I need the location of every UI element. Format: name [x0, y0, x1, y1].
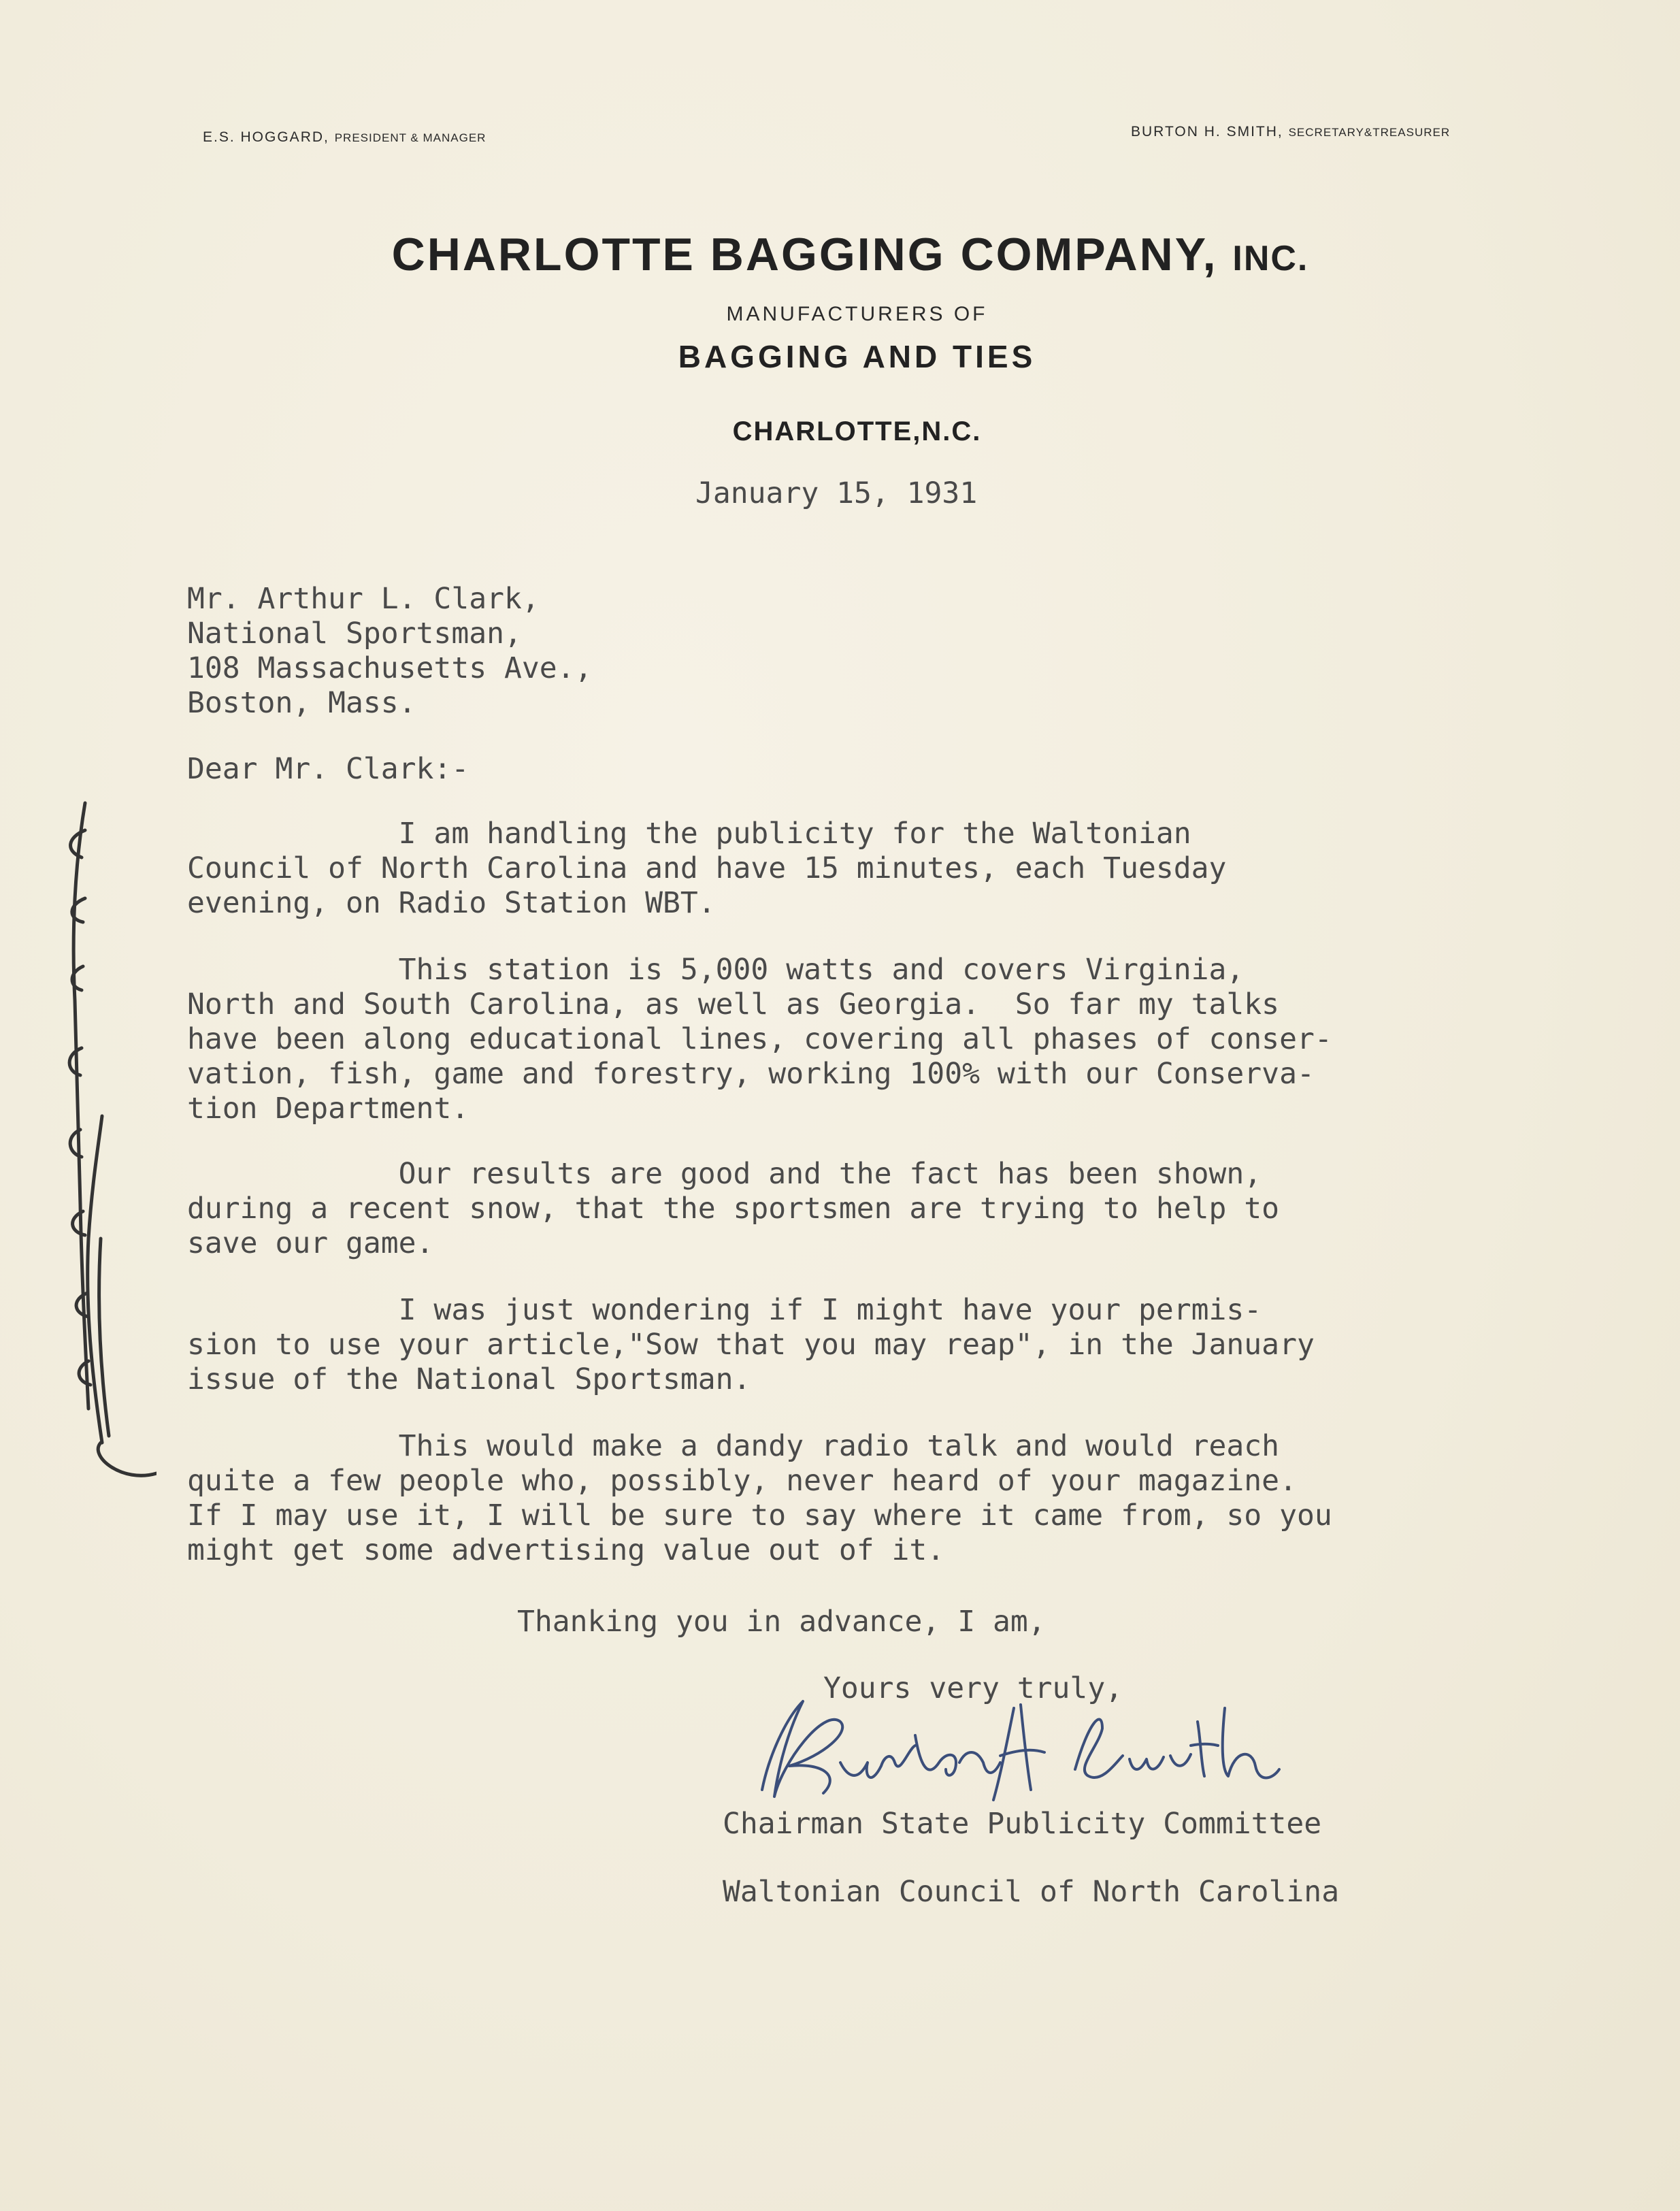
- secretary-name: BURTON H. SMITH,: [1131, 124, 1283, 140]
- body-paragraph: I am handling the publicity for the Waltonian Council of North Carolina and have 15 minutes, each Tuesday evening, on Radio Station WBT.: [187, 817, 1227, 920]
- body-paragraph: Our results are good and the fact has been shown, during a recent snow, that the sportsmen are trying to help to save our game.: [187, 1157, 1280, 1260]
- address-line: Mr. Arthur L. Clark,: [187, 582, 540, 616]
- address-line: 108 Massachusetts Ave.,: [187, 651, 593, 685]
- products-line: BAGGING AND TIES: [678, 339, 1036, 374]
- letter-date: January 15, 1931: [695, 476, 978, 510]
- body-paragraph: I was just wondering if I might have your permis- sion to use your article,"Sow that you may reap", in the January issue of the National Sportsman.: [187, 1293, 1315, 1396]
- body-paragraph: This station is 5,000 watts and covers Virginia, North and South Carolina, as well as Georgia. So far my talks have been along educational lines, covering all phases of conser- vation, fish, game and forestry, working 100% with our Conserva- tion Department.: [187, 953, 1332, 1126]
- address-line: Boston, Mass.: [187, 686, 416, 720]
- president-title: PRESIDENT & MANAGER: [334, 131, 487, 144]
- handwritten-margin-note: [20, 762, 157, 1620]
- address-line: National Sportsman,: [187, 617, 522, 651]
- manufacturers-of: MANUFACTURERS OF: [726, 303, 988, 325]
- body-paragraph: This would make a dandy radio talk and would reach quite a few people who, possibly, never heard of your magazine. If I may use it, I will be sure to say where it came from, so you might get some advertising value out of it.: [187, 1429, 1332, 1567]
- company-city: CHARLOTTE,N.C.: [732, 416, 982, 446]
- valediction: Yours very truly,: [823, 1671, 1123, 1705]
- handwritten-signature: [721, 1681, 1293, 1817]
- secretary-title: SECRETARY&TREASURER: [1288, 126, 1451, 139]
- signer-organization: Waltonian Council of North Carolina: [723, 1875, 1340, 1909]
- president-name: E.S. HOGGARD,: [203, 129, 329, 145]
- company-suffix: INC.: [1232, 239, 1309, 278]
- salutation: Dear Mr. Clark:-: [187, 752, 470, 786]
- closing-line: Thanking you in advance, I am,: [517, 1605, 1046, 1639]
- letterhead-president: [203, 129, 486, 146]
- letterhead-secretary: [1131, 124, 1450, 140]
- signer-title: Chairman State Publicity Committee: [723, 1807, 1322, 1841]
- inside-address: [187, 582, 592, 721]
- company-name: [0, 228, 1680, 281]
- company-name-text: CHARLOTTE BAGGING COMPANY,: [391, 229, 1218, 280]
